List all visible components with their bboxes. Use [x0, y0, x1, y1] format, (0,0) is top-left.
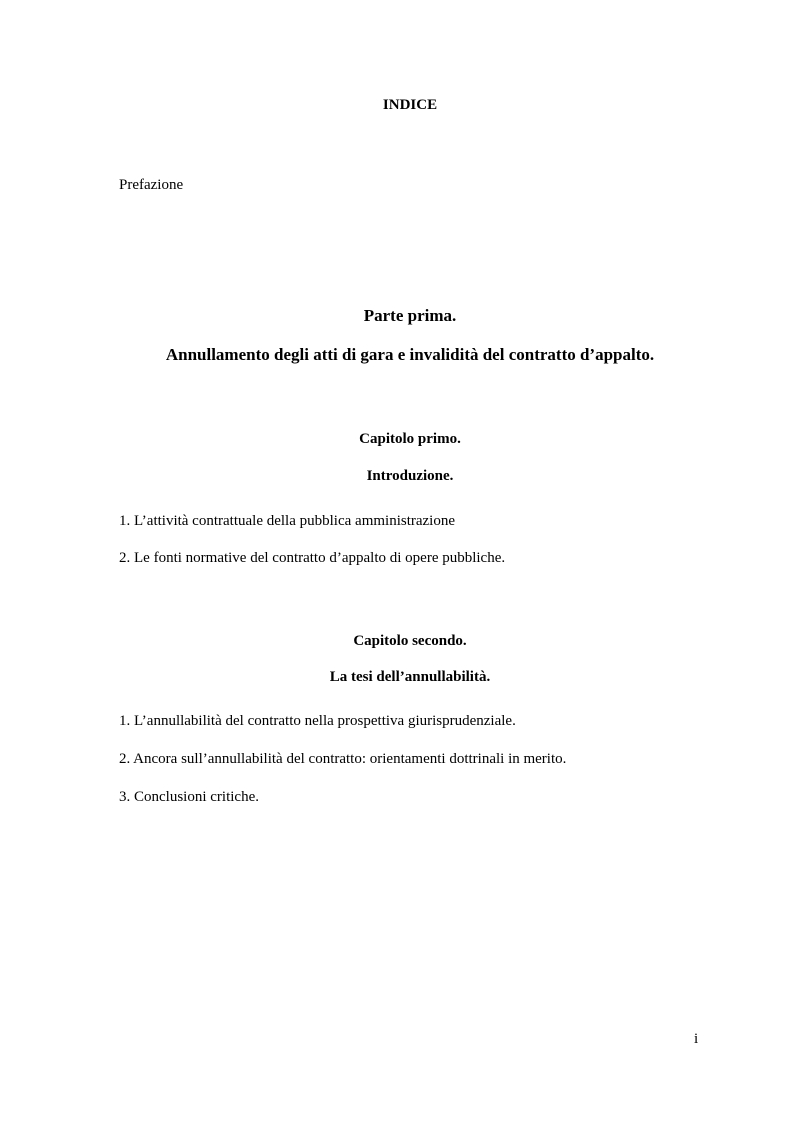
chapter-2-section-1: 1. L’annullabilità del contratto nella prospettiva giurisprudenziale.	[119, 713, 516, 729]
chapter-1-section-1: 1. L’attività contrattuale della pubblica amministrazione	[119, 513, 455, 529]
chapter-2-section-2: 2. Ancora sull’annullabilità del contratto: orientamenti dottrinali in merito.	[119, 751, 567, 767]
chapter-1-number: Capitolo primo.	[359, 431, 461, 447]
part-heading: Parte prima.	[363, 306, 457, 325]
index-title: INDICE	[382, 97, 438, 113]
page-number: i	[694, 1031, 699, 1047]
chapter-1-title: Introduzione.	[366, 468, 454, 484]
chapter-2-title: La tesi dell’annullabilità.	[329, 669, 491, 685]
preface-entry: Prefazione	[119, 177, 184, 193]
part-title: Annullamento degli atti di gara e invalidità del contratto d’appalto.	[165, 345, 655, 364]
chapter-2-number: Capitolo secondo.	[353, 633, 467, 649]
chapter-2-section-3: 3. Conclusioni critiche.	[119, 789, 259, 805]
chapter-1-section-2: 2. Le fonti normative del contratto d’appalto di opere pubbliche.	[119, 550, 506, 566]
